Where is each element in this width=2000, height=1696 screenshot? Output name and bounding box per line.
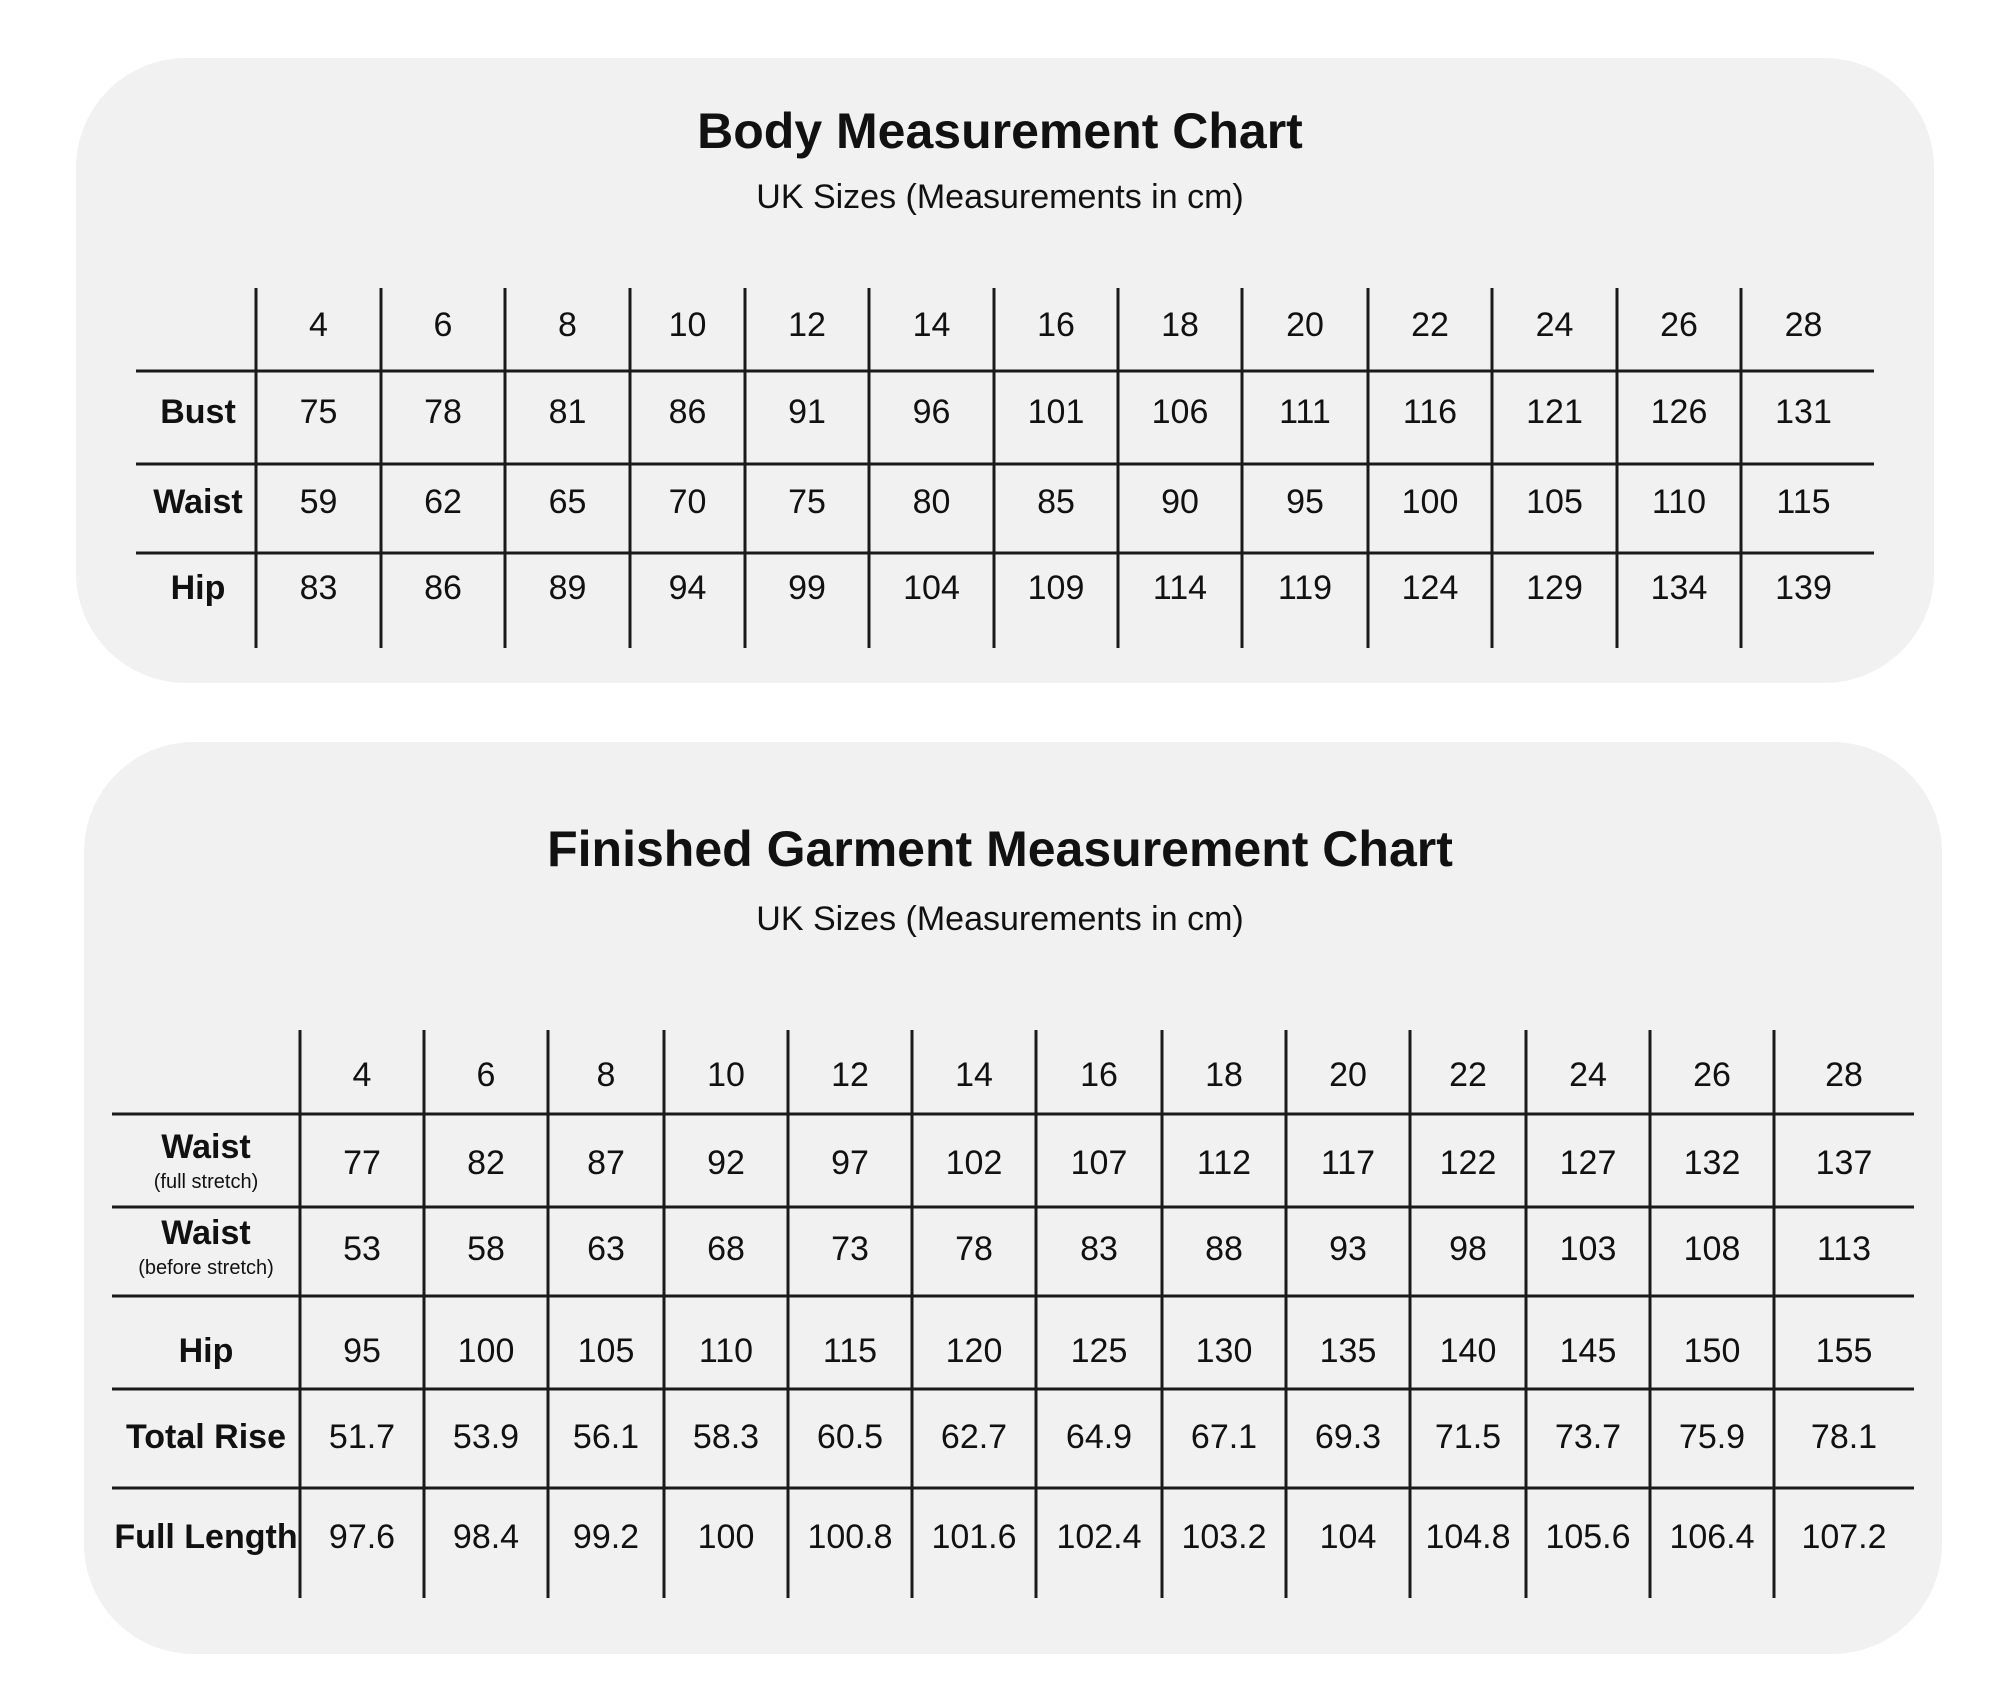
body-table-cell: 81: [548, 393, 587, 431]
body-size-header: 22: [1411, 306, 1449, 344]
garment-table-cell: 78.1: [1810, 1418, 1878, 1456]
garment-table-cell: 100: [457, 1332, 515, 1370]
garment-table-cell: 100: [697, 1518, 755, 1556]
garment-table-cell: 155: [1815, 1332, 1873, 1370]
garment-table-cell: 77: [343, 1144, 381, 1182]
garment-table-cell: 103: [1559, 1230, 1617, 1268]
body-table-cell: 85: [1037, 483, 1075, 521]
garment-row-label: Total Rise: [126, 1418, 286, 1456]
garment-table-cell: 106.4: [1669, 1518, 1755, 1556]
body-size-header: 4: [309, 306, 328, 344]
garment-table-cell: 51.7: [328, 1418, 396, 1456]
garment-table-cell: 99.2: [572, 1518, 640, 1556]
body-chart-subtitle: UK Sizes (Measurements in cm): [756, 178, 1244, 216]
body-table-cell: 62: [424, 483, 462, 521]
garment-table-cell: 103.2: [1181, 1518, 1267, 1556]
garment-size-header: 18: [1205, 1056, 1243, 1094]
garment-table-cell: 150: [1683, 1332, 1741, 1370]
body-size-header: 16: [1037, 306, 1075, 344]
garment-table-cell: 120: [945, 1332, 1003, 1370]
garment-table-cell: 78: [955, 1230, 993, 1268]
garment-table-cell: 98.4: [452, 1518, 520, 1556]
body-table-cell: 139: [1775, 569, 1832, 607]
body-row-label: Waist: [153, 483, 243, 521]
garment-table-cell: 82: [467, 1144, 505, 1182]
garment-table-cell: 140: [1439, 1332, 1497, 1370]
garment-table-cell: 104: [1319, 1518, 1377, 1556]
garment-table-cell: 63: [587, 1230, 625, 1268]
body-table-cell: 94: [668, 569, 707, 607]
body-size-header: 26: [1660, 306, 1698, 344]
body-table-cell: 134: [1650, 569, 1708, 607]
garment-table-cell: 112: [1196, 1144, 1252, 1182]
body-table-cell: 86: [424, 569, 462, 607]
garment-table-cell: 58: [467, 1230, 505, 1268]
garment-row-label: Full Length: [114, 1518, 298, 1556]
garment-table-cell: 71.5: [1434, 1418, 1502, 1456]
garment-table-cell: 117: [1320, 1144, 1376, 1182]
garment-size-header: 26: [1693, 1056, 1731, 1094]
body-size-header: 14: [912, 306, 951, 344]
garment-size-header: 22: [1449, 1056, 1487, 1094]
garment-table-cell: 125: [1070, 1332, 1128, 1370]
garment-table-cell: 60.5: [816, 1418, 884, 1456]
garment-table-cell: 127: [1559, 1144, 1617, 1182]
garment-table-cell: 97.6: [328, 1518, 396, 1556]
body-table-cell: 114: [1152, 569, 1208, 607]
body-table-cell: 78: [424, 393, 462, 431]
body-table-cell: 124: [1401, 569, 1459, 607]
garment-table-cell: 92: [707, 1144, 745, 1182]
body-table-cell: 99: [788, 569, 826, 607]
garment-table-cell: 97: [831, 1144, 869, 1182]
garment-table-cell: 87: [587, 1144, 625, 1182]
garment-table-cell: 75.9: [1678, 1418, 1746, 1456]
garment-table-cell: 105: [577, 1332, 635, 1370]
body-table-cell: 115: [1776, 483, 1831, 521]
body-size-header: 18: [1161, 306, 1199, 344]
body-size-header: 12: [788, 306, 826, 344]
body-table-cell: 126: [1650, 393, 1708, 431]
garment-size-header: 12: [831, 1056, 869, 1094]
garment-row-label: Waist: [161, 1128, 251, 1166]
garment-table-cell: 135: [1319, 1332, 1377, 1370]
body-table-cell: 105: [1526, 483, 1583, 521]
garment-table-cell: 73: [831, 1230, 869, 1268]
body-table-cell: 75: [788, 483, 826, 521]
garment-row-label: Waist: [161, 1214, 251, 1252]
garment-size-header: 28: [1825, 1056, 1863, 1094]
garment-row-label: Hip: [178, 1332, 234, 1370]
body-table-cell: 83: [299, 569, 338, 607]
garment-table-cell: 108: [1683, 1230, 1741, 1268]
garment-table-cell: 105.6: [1545, 1518, 1631, 1556]
body-table-cell: 65: [548, 483, 587, 521]
body-table-cell: 110: [1651, 483, 1707, 521]
body-table-cell: 100: [1401, 483, 1459, 521]
body-table-cell: 80: [912, 483, 951, 521]
body-table-cell: 131: [1775, 393, 1832, 431]
garment-size-header: 10: [707, 1056, 745, 1094]
body-table-cell: 101: [1027, 393, 1085, 431]
body-table-cell: 90: [1161, 483, 1199, 521]
body-table-cell: 95: [1286, 483, 1324, 521]
body-table-cell: 111: [1279, 393, 1331, 431]
garment-table-cell: 67.1: [1190, 1418, 1258, 1456]
garment-row-note: (before stretch): [138, 1257, 274, 1279]
garment-table-cell: 110: [698, 1332, 754, 1370]
body-size-header: 6: [433, 306, 453, 344]
garment-table-cell: 93: [1329, 1230, 1367, 1268]
garment-table-cell: 122: [1439, 1144, 1497, 1182]
garment-table-cell: 130: [1195, 1332, 1253, 1370]
garment-table-cell: 145: [1559, 1332, 1617, 1370]
garment-table-cell: 64.9: [1065, 1418, 1133, 1456]
body-table-cell: 104: [903, 569, 960, 607]
body-table-cell: 89: [548, 569, 587, 607]
garment-table-cell: 53: [343, 1230, 381, 1268]
body-row-label: Hip: [170, 569, 226, 607]
garment-table-cell: 102: [945, 1144, 1003, 1182]
garment-table-cell: 115: [822, 1332, 878, 1370]
garment-size-header: 4: [352, 1056, 372, 1094]
garment-table-cell: 98: [1449, 1230, 1487, 1268]
garment-chart-subtitle: UK Sizes (Measurements in cm): [756, 900, 1244, 938]
body-table-cell: 129: [1526, 569, 1583, 607]
body-table-cell: 109: [1027, 569, 1085, 607]
garment-table-cell: 88: [1205, 1230, 1243, 1268]
garment-table-cell: 62.7: [940, 1418, 1008, 1456]
body-size-header: 8: [558, 306, 577, 344]
garment-size-header: 20: [1329, 1056, 1367, 1094]
body-table-cell: 96: [912, 393, 951, 431]
garment-table-cell: 101.6: [931, 1518, 1017, 1556]
garment-table-cell: 56.1: [572, 1418, 640, 1456]
garment-size-header: 14: [955, 1056, 993, 1094]
garment-chart-title: Finished Garment Measurement Chart: [547, 821, 1453, 877]
body-table-cell: 70: [668, 483, 707, 521]
garment-table-cell: 113: [1816, 1230, 1872, 1268]
garment-size-header: 16: [1080, 1056, 1118, 1094]
garment-table-cell: 83: [1080, 1230, 1118, 1268]
body-table-cell: 119: [1277, 569, 1333, 607]
body-table-cell: 121: [1526, 393, 1583, 431]
body-size-header: 20: [1286, 306, 1324, 344]
garment-table-cell: 73.7: [1554, 1418, 1622, 1456]
garment-table-cell: 100.8: [807, 1518, 893, 1556]
body-table-cell: 91: [788, 393, 826, 431]
garment-table-cell: 132: [1683, 1144, 1741, 1182]
garment-table-cell: 107.2: [1801, 1518, 1887, 1556]
garment-size-header: 24: [1569, 1056, 1607, 1094]
body-size-header: 28: [1784, 306, 1823, 344]
garment-table-cell: 58.3: [692, 1418, 760, 1456]
garment-table-cell: 102.4: [1056, 1518, 1142, 1556]
body-table-cell: 59: [299, 483, 338, 521]
garment-table-cell: 68: [707, 1230, 745, 1268]
body-chart-title: Body Measurement Chart: [697, 103, 1303, 159]
garment-table-cell: 104.8: [1425, 1518, 1511, 1556]
body-table-cell: 86: [668, 393, 707, 431]
garment-table-cell: 95: [343, 1332, 381, 1370]
garment-table-cell: 53.9: [452, 1418, 520, 1456]
body-table-cell: 75: [299, 393, 338, 431]
body-table-cell: 106: [1151, 393, 1209, 431]
body-size-header: 24: [1535, 306, 1574, 344]
garment-table-cell: 69.3: [1314, 1418, 1382, 1456]
body-table-cell: 116: [1402, 393, 1458, 431]
garment-table-cell: 107: [1070, 1144, 1128, 1182]
garment-row-note: (full stretch): [153, 1171, 259, 1193]
body-row-label: Bust: [160, 393, 236, 431]
body-size-header: 10: [668, 306, 707, 344]
garment-table-cell: 137: [1815, 1144, 1873, 1182]
garment-size-header: 6: [476, 1056, 496, 1094]
garment-size-header: 8: [596, 1056, 616, 1094]
